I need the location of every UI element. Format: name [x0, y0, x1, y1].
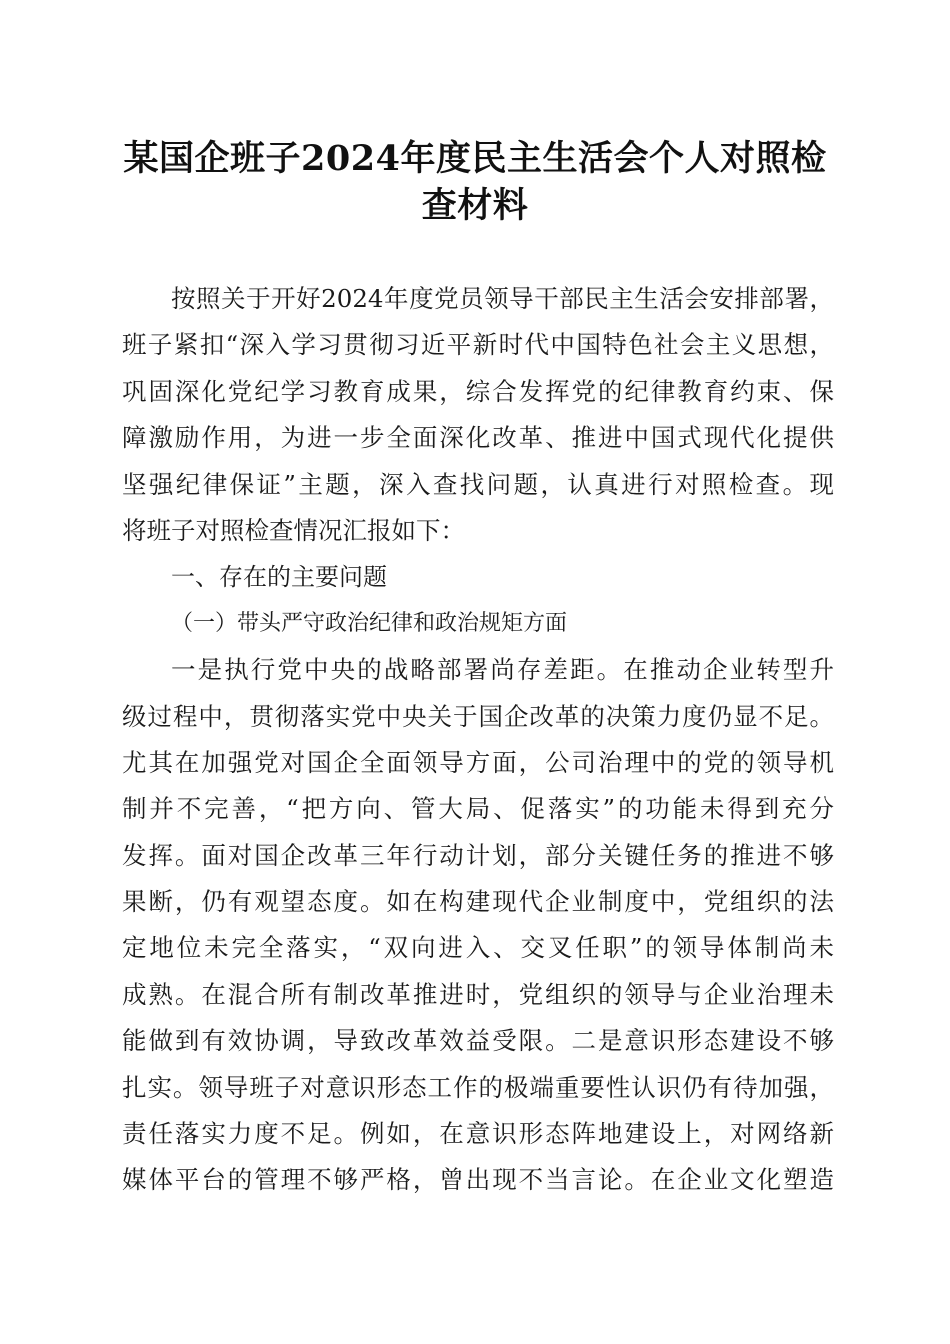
body-line: 坚强纪律保证”主题，深入查找问题，认真进行对照检查。现: [122, 469, 834, 499]
section-heading: 一、存在的主要问题: [171, 563, 387, 592]
document-title-line-1: 某国企班子2024年度民主生活会个人对照检: [123, 138, 827, 179]
body-line: 责任落实力度不足。例如，在意识形态阵地建设上，对网络新: [122, 1119, 834, 1149]
body-line: 班子紧扣“深入学习贯彻习近平新时代中国特色社会主义思想，: [122, 330, 834, 360]
body-line: 定地位未完全落实，“双向进入、交叉任职”的领导体制尚未: [122, 933, 834, 963]
body-line: 发挥。面对国企改革三年行动计划，部分关键任务的推进不够: [122, 840, 834, 870]
document-title-line-2: 查材料: [421, 185, 529, 226]
body-line: 巩固深化党纪学习教育成果，综合发挥党的纪律教育约束、保: [122, 376, 834, 406]
body-line: 按照关于开好2024年度党员领导干部民主生活会安排部署，: [171, 284, 834, 313]
body-line: 媒体平台的管理不够严格，曾出现不当言论。在企业文化塑造: [122, 1165, 834, 1195]
body-line: 尤其在加强党对国企全面领导方面，公司治理中的党的领导机: [122, 747, 834, 777]
body-line: 将班子对照检查情况汇报如下：: [122, 515, 465, 545]
document-body: [122, 276, 834, 1204]
body-line: 一是执行党中央的战略部署尚存差距。在推动企业转型升: [171, 655, 834, 685]
body-line: 成熟。在混合所有制改革推进时，党组织的领导与企业治理未: [122, 979, 834, 1009]
body-line: 制并不完善，“把方向、管大局、促落实”的功能未得到充分: [122, 794, 834, 824]
body-line: 障激励作用，为进一步全面深化改革、推进中国式现代化提供: [122, 423, 834, 453]
body-line: 果断，仍有观望态度。如在构建现代企业制度中，党组织的法: [122, 887, 834, 917]
body-line: 扎实。领导班子对意识形态工作的极端重要性认识仍有待加强，: [122, 1072, 834, 1102]
body-line: 能做到有效协调，导致改革效益受限。二是意识形态建设不够: [122, 1026, 834, 1056]
subsection-heading: （一）带头严守政治纪律和政治规矩方面: [171, 610, 568, 636]
body-line: 级过程中，贯彻落实党中央关于国企改革的决策力度仍显不足。: [122, 701, 834, 731]
